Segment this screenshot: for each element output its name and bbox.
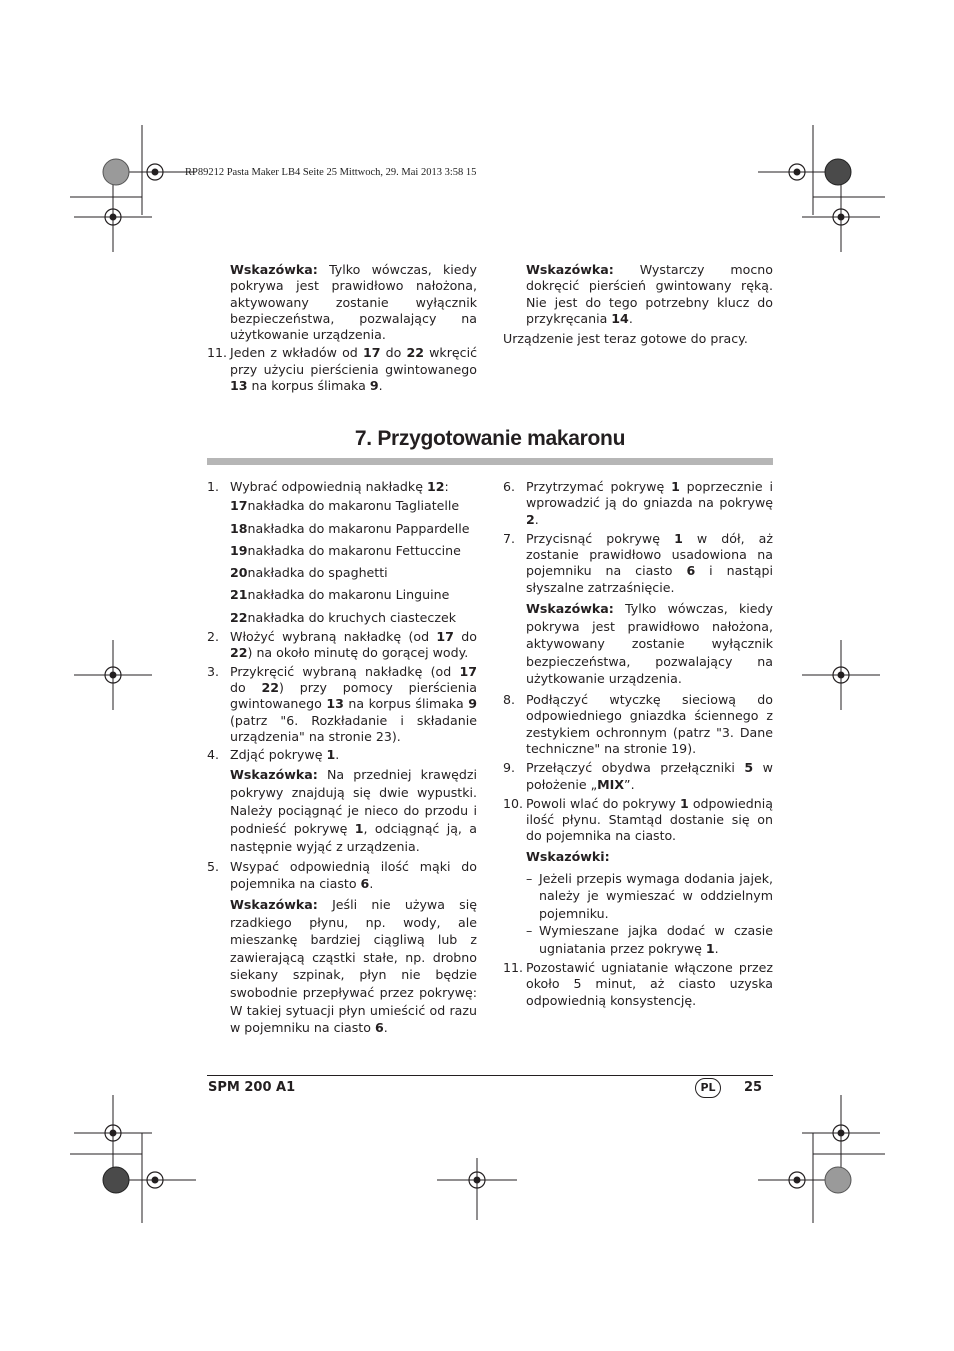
step-3: 3. Przykręcić wybraną nakładkę (od 17 do 22) przy pomocy pierścienia gwintowanego 13 na korpus ślimaka 9 (patrz "6. Rozkładanie i składanie urządzenia" na stronie 23). [207, 663, 478, 744]
step-5-note: Wskazówka: Jeśli nie używa się rzadkiego płynu, np. wody, ale mieszankę bardziej ciągliwą lub z zawierającą cząstki stałe, np. drobno siekany szpinak, płyn nie będzie swobodnie przepływać przez pokrywę: W takiej sytuacji płyn umieścić od razu w pojemniku na ciasto 6. [230, 897, 477, 1036]
top-left-column [207, 262, 477, 394]
step-1: 1. Wybrać odpowiednią nakładkę 12: [207, 479, 449, 494]
note-paragraph: Wskazówka: Wystarczy mocno dokręcić pierścień gwintowany ręką. Nie jest do tego potrzebny klucz do przykręcania 14. [526, 262, 773, 326]
attachment-item: 21nakładka do makaronu Linguine [230, 587, 450, 603]
footer-rule [207, 1075, 773, 1076]
step-8: 8. Podłączyć wtyczkę sieciową do odpowiedniego gniazdka ściennego z zestykiem ochronnym (patrz "3. Dane techniczne" na stronie 19). [503, 692, 773, 756]
page-number: 25 [744, 1080, 763, 1095]
step-7: 7. Przycisnąć pokrywę 1 w dół, aż zostanie prawidłowo usadowiona na pojemniku na ciasto 6 i nastąpi słyszalne zatrzaśnięcie. [503, 530, 774, 595]
step-10-notes-label: Wskazówki: [526, 848, 610, 864]
ready-text: Urządzenie jest teraz gotowe do pracy. [503, 331, 748, 347]
note-dash-item: – Wymieszane jajka dodać w czasie ugniatania przez pokrywę 1. [526, 922, 773, 957]
step-6: 6. Przytrzymać pokrywę 1 poprzecznie i wprowadzić ją do gniazda na pokrywę 2. [503, 479, 773, 527]
language-badge: PL [695, 1078, 721, 1098]
step-2: 2. Włożyć wybraną nakładkę (od 17 do 22) na około minutę do gorącej wody. [207, 629, 478, 661]
model-number: SPM 200 A1 [208, 1080, 296, 1095]
attachment-item: 20nakładka do spaghetti [230, 565, 388, 581]
step-4: 4. Zdjąć pokrywę 1. [207, 747, 340, 763]
attachment-item: 17nakładka do makaronu Tagliatelle [230, 498, 460, 514]
note-paragraph: Wskazówka: Tylko wówczas, kiedy pokrywa jest prawidłowo nałożona, aktywowany zostanie wyłącznik bezpieczeństwa, pozwalający na użytkowanie urządzenia. [230, 262, 477, 343]
step-5: 5. Wsypać odpowiednią ilość mąki do pojemnika na ciasto 6. [207, 859, 477, 891]
attachment-item: 18nakładka do makaronu Pappardelle [230, 520, 470, 536]
notes-list [526, 870, 773, 957]
note-dash-item: – Jeżeli przepis wymaga dodania jajek, należy je wymieszać w oddzielnym pojemniku. [526, 870, 773, 922]
section-rule [207, 458, 773, 465]
step-11: 11. Jeden z wkładów od 17 do 22 wkręcić przy użyciu pierścienia gwintowanego 13 na korpus ślimaka 9. [207, 345, 477, 394]
top-right-column [503, 262, 773, 347]
step-9: 9. Przełączyć obydwa przełączniki 5 w położenie „MIX”. [503, 760, 773, 792]
step-10: 10. Powoli wlać do pokrywy 1 odpowiednią ilość płynu. Stamtąd dostanie się on do pojemnika na ciasto. [503, 795, 773, 844]
section-title: 7. Przygotowanie makaronu [354, 427, 626, 450]
step-11: 11. Pozostawić ugniatanie włączone przez około 5 minut, aż ciasto uzyska odpowiednią konsystencję. [503, 960, 773, 1008]
print-meta: RP89212 Pasta Maker LB4 Seite 25 Mittwoch, 29. Mai 2013 3:58 15 [185, 167, 477, 178]
attachment-list [230, 498, 477, 626]
left-column [207, 479, 477, 1037]
step-4-note: Wskazówka: Na przedniej krawędzi pokrywy znajdują się dwie wypustki. Należy pociągnąć je nieco do przodu i podnieść pokrywę 1, odciągnąć ją, a następnie wyjąć z urządzenia. [230, 767, 477, 854]
attachment-item: 22nakładka do kruchych ciasteczek [230, 609, 456, 625]
step-7-note: Wskazówka: Tylko wówczas, kiedy pokrywa jest prawidłowo nałożona, aktywowany zostanie wyłącznik bezpieczeństwa, pozwalający na użytkowanie urządzenia. [526, 601, 773, 687]
attachment-item: 19nakładka do makaronu Fettuccine [230, 542, 461, 558]
right-column [503, 479, 773, 1009]
